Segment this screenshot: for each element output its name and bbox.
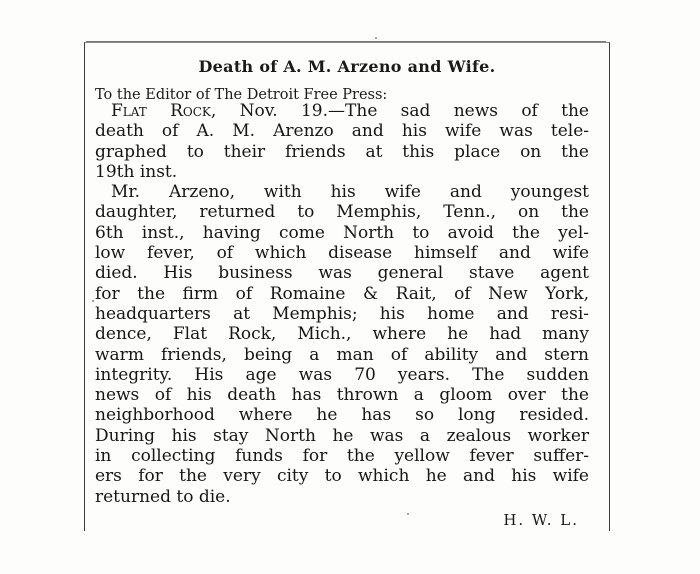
text-line: integrity. His age was 70 years. The sudden [95,364,589,385]
text-line: low fever, of which disease himself and wife [95,243,589,264]
signature-initials: H. W. L. [503,511,579,529]
text-line: returned to die. [95,486,231,507]
text-line: ers for the very city to which he and his wife [95,466,589,487]
article-body [95,101,589,507]
paper-speck [92,300,94,302]
dateline-line [95,101,589,121]
text-line: Mr. Arzeno, with his wife and youngest [111,182,589,203]
editor-salutation: To the Editor of The Detroit Free Press: [95,87,388,103]
headline: Death of A. M. Arzeno and Wife. [198,57,496,76]
text-line: for the firm of Romaine & Rait, of New York, [95,283,589,304]
text-line: headquarters at Memphis; his home and resi- [95,303,589,324]
text-line: neighborhood where he has so long resided. [95,405,589,426]
paper-speck [407,513,409,515]
newspaper-clipping [84,42,610,531]
text-line: During his stay North he was a zealous worker [95,425,589,446]
text-line: daughter, returned to Memphis, Tenn., on the [95,202,589,223]
text-line: warm friends, being a man of ability and stern [95,344,589,365]
text-line: died. His business was general stave agent [95,263,589,284]
text-line: , Nov. 19.—The sad news of the [210,101,589,121]
text-line: graphed to their friends at this place on the [95,141,589,162]
text-line: 19th inst. [95,161,178,182]
text-line: death of A. M. Arenzo and his wife was tele- [95,121,589,142]
text-line: dence, Flat Rock, Mich., where he had many [95,324,589,345]
paper-speck [375,37,377,39]
dateline-place: Flat Rock [111,101,211,121]
text-line: in collecting funds for the yellow fever suffer- [95,446,589,467]
text-line: 6th inst., having come North to avoid the yel- [95,222,589,243]
text-line: news of his death has thrown a gloom over the [95,385,589,406]
